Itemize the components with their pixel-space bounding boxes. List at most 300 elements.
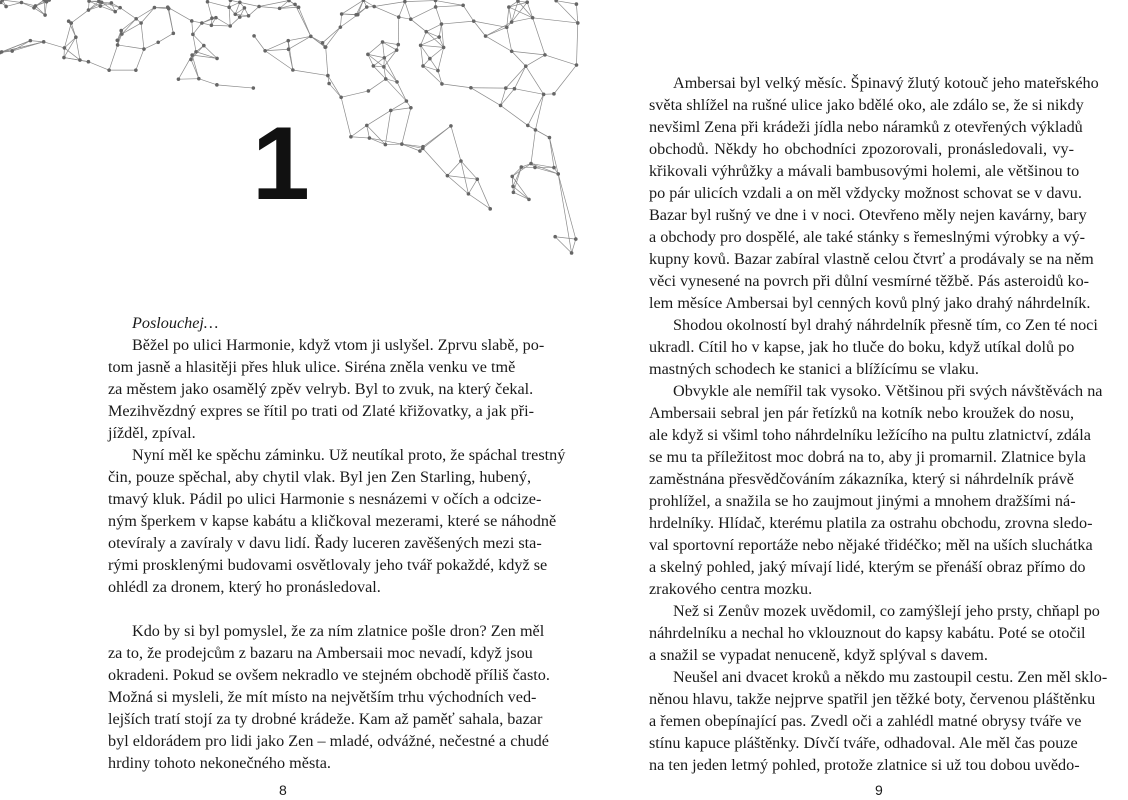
network-edge <box>545 55 577 65</box>
network-node <box>504 86 508 90</box>
network-node <box>156 41 160 45</box>
network-node <box>326 74 330 78</box>
network-node <box>365 124 369 128</box>
network-node <box>247 14 251 18</box>
network-node <box>365 5 369 9</box>
network-node <box>339 25 343 29</box>
network-node <box>574 237 578 241</box>
network-edge <box>438 47 444 70</box>
network-node <box>297 5 301 9</box>
text-line: a skelný pohled, jaký mívají lidé, kterým se přenáší obraz přímo do <box>649 558 1086 576</box>
text-line: Bazar byl rušný ve dne i v noci. Otevřeno měly nejen kavárny, bary <box>649 206 1087 224</box>
network-node <box>228 24 232 28</box>
network-edge <box>351 137 369 138</box>
network-node <box>252 34 256 38</box>
network-edge <box>216 18 230 26</box>
text-line: val sportovní reportáže nebo nějaké třidéčko; měl na uších sluchátka <box>649 536 1093 554</box>
text-line: Možná si mysleli, že mít místo na největším trhu východních ved- <box>108 688 537 706</box>
network-edge <box>385 110 390 144</box>
network-node <box>243 6 247 10</box>
network-edge <box>374 6 399 17</box>
network-node <box>527 198 531 202</box>
network-node <box>505 26 509 30</box>
network-edge <box>374 2 405 7</box>
network-node <box>321 41 325 45</box>
network-node <box>512 191 516 195</box>
text-line: Nyní měl ke spěchu záminku. Už neutíkal proto, že spáchal trestný <box>132 446 566 464</box>
text-line: kupny kovů. Bazar zabíral vlastně celou čtvrť a prodávaly se na něm <box>649 250 1094 268</box>
network-edge <box>391 108 411 111</box>
network-edge <box>526 66 544 94</box>
network-edge <box>34 8 45 15</box>
network-node <box>381 40 385 44</box>
network-node <box>197 77 201 81</box>
network-node <box>472 19 476 23</box>
network-edge <box>436 7 442 24</box>
network-edge <box>328 76 341 98</box>
network-edge <box>447 176 477 180</box>
network-edge <box>118 45 144 49</box>
network-edge <box>249 7 260 16</box>
network-node <box>291 68 295 72</box>
network-edge <box>471 88 501 106</box>
network-node <box>570 251 574 255</box>
network-edge <box>136 49 144 70</box>
network-edge <box>554 65 577 94</box>
text-line: něnou hlavu, takže nejprve spatřil jen těžké boty, červenou pláštěnku <box>649 690 1096 708</box>
network-node <box>116 43 120 47</box>
network-node <box>552 92 556 96</box>
network-edge <box>141 23 144 49</box>
network-edge <box>441 21 473 24</box>
network-node <box>396 43 400 47</box>
network-edge <box>411 19 426 31</box>
network-edge <box>384 50 396 58</box>
network-edge <box>325 27 340 47</box>
network-edge <box>64 23 71 48</box>
network-edge <box>341 97 351 136</box>
page-number-right: 9 <box>875 782 883 798</box>
text-line: ale když si všiml toho náhrdelníku ležícího na pultu zlatnictví, zdála <box>649 426 1091 444</box>
network-node <box>534 128 538 132</box>
network-edge <box>367 110 391 125</box>
network-node <box>177 77 181 81</box>
network-node <box>287 47 291 51</box>
text-line: zaměstnána přesvědčováním zákazníka, který si náhrdelník právě <box>649 470 1074 488</box>
network-node <box>424 30 428 34</box>
network-edge <box>405 1 436 2</box>
network-edge <box>64 58 88 62</box>
network-edge <box>2 0 21 2</box>
text-line: lejších tratí stojí za ty drobné krádeže. Kam až paměť sahala, bazar <box>108 710 543 728</box>
network-edge <box>447 161 461 176</box>
network-node <box>238 15 242 19</box>
network-node <box>384 143 388 147</box>
text-line: ným šperkem v kapse kabátu a kličkoval mezerami, které se náhodně <box>108 512 557 530</box>
network-edge <box>528 125 550 137</box>
text-line: jížděl, zpíval. <box>108 424 196 442</box>
network-node <box>67 19 71 23</box>
text-line: ohlédl za dronem, který ho pronásledoval. <box>108 578 381 596</box>
network-edge <box>576 23 577 65</box>
network-edge <box>512 51 526 66</box>
network-edge <box>402 108 411 144</box>
network-node <box>42 40 46 44</box>
network-node <box>100 1 104 5</box>
network-node <box>190 53 194 57</box>
network-edge <box>373 58 384 66</box>
network-node <box>525 0 529 4</box>
network-node <box>418 149 422 153</box>
network-node <box>389 109 393 113</box>
network-node <box>210 16 214 20</box>
network-edge <box>340 15 357 28</box>
network-node <box>368 136 372 140</box>
network-node <box>395 80 399 84</box>
network-edge <box>71 10 88 23</box>
network-edge <box>121 19 136 31</box>
network-node <box>510 175 514 179</box>
network-node <box>62 56 66 60</box>
network-edge <box>192 55 199 79</box>
network-edge <box>122 19 136 34</box>
network-node <box>286 39 290 43</box>
text-line: lem měsíce Ambersai byl cenných kovů plný jako drahý náhrdelník. <box>649 294 1091 312</box>
text-line: Mezihvězdný expres se řítil po trati od Zlaté křižovatky, a jak při- <box>108 402 534 420</box>
network-node <box>397 15 401 19</box>
network-edge <box>507 27 512 51</box>
network-node <box>529 162 533 166</box>
network-edge <box>192 21 193 34</box>
network-edge <box>199 79 217 85</box>
network-edge <box>12 42 44 51</box>
text-line: náhrdelníku a nechal ho vklouznout do kapsy kabátu. Poté se otočil <box>649 624 1086 642</box>
network-node <box>409 17 413 21</box>
network-node <box>382 65 386 69</box>
network-edge <box>451 126 461 161</box>
text-line: Poslouchej… <box>132 314 219 332</box>
network-edge <box>558 174 571 253</box>
network-edge <box>6 3 21 7</box>
network-node <box>324 45 328 49</box>
text-line: Neušel ani dvacet kroků a někdo mu zastoupil cestu. Zen měl sklo- <box>673 668 1108 686</box>
network-edge <box>474 21 507 27</box>
network-node <box>400 142 404 146</box>
text-line: hrdiny tohoto nekonečného města. <box>108 754 331 772</box>
network-edge <box>369 138 385 145</box>
network-edge <box>208 2 212 18</box>
network-node <box>428 57 432 61</box>
text-line: Než si Zenův mozek uvědomil, co zamýšlejí jeho prsty, chňapl po <box>673 602 1100 620</box>
network-node <box>553 235 557 239</box>
text-line: křikovali výhrůžky a mávali bambusovými holemi, ale většinou to <box>649 162 1080 180</box>
network-edge <box>439 24 441 37</box>
network-node <box>542 93 546 97</box>
network-edge <box>421 45 444 47</box>
network-node <box>215 83 219 87</box>
network-node <box>202 44 206 48</box>
network-node <box>372 64 376 68</box>
network-edge <box>576 4 577 23</box>
network-edge <box>391 101 407 110</box>
network-edge <box>501 89 515 106</box>
network-node <box>467 192 471 196</box>
network-node <box>510 49 514 53</box>
network-node <box>488 207 492 211</box>
network-edge <box>399 17 411 19</box>
network-node <box>440 82 444 86</box>
network-edge <box>533 18 545 55</box>
network-edge <box>141 8 154 23</box>
network-node <box>520 165 524 169</box>
network-node <box>434 5 438 9</box>
network-edge <box>44 42 65 48</box>
network-edge <box>265 51 293 70</box>
text-line: Kdo by si byl pomyslel, že za ním zlatnice pošle dron? Zen měl <box>132 622 545 640</box>
text-line: byl eldorádem pro lidi jako Zen – mladé, odvážné, nečestné a chudé <box>108 732 549 750</box>
text-line: otevíraly a zavíraly v davu lidí. Řady luceren zavěšených mezi sta- <box>108 534 542 552</box>
text-line: tmavý kluk. Pádil po ulici Harmonie s nesnázemi v očích a odcize- <box>108 490 542 508</box>
text-line: věci vynesené na povrch při důlní vesmírné těžbě. Pás asteroidů ko- <box>649 272 1090 290</box>
network-node <box>384 77 388 81</box>
network-node <box>210 23 214 27</box>
network-node <box>167 7 171 11</box>
text-line: hrdelníky. Hlídač, kterému platila za ostrahu obchodu, zrovna sledo- <box>649 514 1093 532</box>
network-edge <box>120 8 136 19</box>
network-node <box>34 4 38 8</box>
network-edge <box>398 17 399 45</box>
network-edge <box>509 7 533 18</box>
text-line: rými prosklenými budovami osvětlovaly jeho tvář pokaždé, když se <box>108 556 548 574</box>
network-node <box>215 57 219 61</box>
network-edge <box>254 36 265 51</box>
network-edge <box>385 144 401 145</box>
text-line: zrakového centra mozku. <box>649 580 813 598</box>
network-node <box>4 5 8 9</box>
network-node <box>349 135 353 139</box>
network-node <box>421 147 425 151</box>
network-edge <box>426 32 443 48</box>
network-edge <box>178 79 198 80</box>
text-line: Obvykle ale nemířil tak vysoko. Většinou při svých návštěvách na <box>673 382 1103 400</box>
text-line: Ambersaii sebral jen pár řetízků na kotník nebo kroužek do nosu, <box>649 404 1074 422</box>
network-edge <box>405 2 411 20</box>
network-node <box>405 99 409 103</box>
network-edge <box>168 7 192 21</box>
network-edge <box>399 2 405 17</box>
network-edge <box>447 176 468 194</box>
text-line: na ten jeden letmý pohled, protože zlatnice si už tou dobou uvědo- <box>649 756 1080 774</box>
network-node <box>513 87 517 91</box>
network-edge <box>295 4 311 36</box>
network-node <box>110 1 114 5</box>
network-edge <box>368 42 383 54</box>
network-node <box>115 38 119 42</box>
network-node <box>29 39 33 43</box>
network-node <box>263 49 267 53</box>
text-line: čin, pouze spěchal, aby chytil vlak. Byl jen Zen Starling, hubený, <box>108 468 532 486</box>
text-line: stínu kapuce pláštěnky. Dívčí tváře, odhadoval. Ale měl čas pouze <box>649 734 1078 752</box>
network-edge <box>341 91 368 97</box>
network-edge <box>423 148 448 175</box>
network-node <box>10 49 14 53</box>
text-line: světa shlížel na rušné ulice jako bdělé oko, ale zdálo se, že si nikdy <box>649 96 1084 114</box>
network-edge <box>229 7 230 26</box>
network-edge <box>501 88 506 105</box>
network-node <box>403 0 407 3</box>
network-node <box>87 8 91 12</box>
network-edge <box>531 130 535 164</box>
network-node <box>531 16 535 20</box>
text-line: Shodou okolností byl drahý náhrdelník přesně tím, co Zen té noci <box>673 316 1098 334</box>
network-edge <box>514 89 543 95</box>
network-edge <box>109 45 117 70</box>
network-edge <box>506 66 526 88</box>
network-node <box>172 32 176 36</box>
network-node <box>366 53 370 57</box>
network-edge <box>442 84 471 88</box>
network-edge <box>397 82 406 101</box>
network-node <box>372 5 376 9</box>
network-node <box>575 2 579 6</box>
network-node <box>339 96 343 100</box>
network-node <box>206 0 210 4</box>
network-node <box>107 68 111 72</box>
text-line: ukradl. Cítil ho v kapse, jak ho tluče do boku, když utíkal dolů po <box>649 338 1075 356</box>
network-node <box>214 16 218 20</box>
network-edge <box>423 126 451 149</box>
text-line: prohlížel, a snažila se ho zaujmout jinými a mnohem dražšími ná- <box>649 492 1076 510</box>
network-node <box>367 89 371 93</box>
network-node <box>524 64 528 68</box>
network-edge <box>208 2 230 8</box>
network-node <box>229 0 233 2</box>
chapter-number: 1 <box>252 106 310 222</box>
network-node <box>257 5 261 9</box>
network-node <box>0 50 4 54</box>
network-edge <box>293 70 328 76</box>
network-node <box>575 63 579 67</box>
network-node <box>552 166 556 170</box>
network-edge <box>288 41 293 70</box>
network-node <box>20 1 24 5</box>
network-node <box>499 104 503 108</box>
network-node <box>395 48 399 52</box>
network-node <box>449 124 453 128</box>
network-edge <box>486 36 512 51</box>
text-line: po pár ulicích vzdali a on měl vždycky možnost schovat se v davu. <box>649 184 1082 202</box>
network-edge <box>474 21 486 36</box>
network-node <box>419 43 423 47</box>
network-edge <box>528 94 544 125</box>
network-node <box>484 34 488 38</box>
network-edge <box>555 237 576 239</box>
network-node <box>475 177 479 181</box>
network-node <box>153 6 157 10</box>
network-node <box>362 0 366 2</box>
network-edge <box>501 105 528 125</box>
network-node <box>327 82 331 86</box>
network-node <box>252 86 256 90</box>
network-node <box>190 19 194 23</box>
network-edge <box>326 47 328 76</box>
network-edge <box>323 27 341 43</box>
network-node <box>510 20 514 24</box>
network-edge <box>340 14 341 27</box>
network-node <box>78 58 82 62</box>
text-line: tom jasně a hlasitěji přes hluk ulice. Siréna zněla venku ve tmě <box>108 358 516 376</box>
network-edge <box>259 1 289 7</box>
text-line: okradeni. Pokud se ovšem nekradlo ve stejném obchodě příliš často. <box>108 666 550 684</box>
text-line: Ambersai byl velký měsíc. Špinavý žlutý kotouč jeho mateřského <box>673 74 1099 92</box>
network-node <box>383 56 387 60</box>
network-node <box>134 68 138 72</box>
text-line: se mu ta příležitost moc dobrá na to, aby ji promarnil. Zlatnice byla <box>649 448 1086 466</box>
left-page-text <box>108 312 566 774</box>
network-edge <box>463 5 474 21</box>
network-node <box>227 5 231 9</box>
network-edge <box>158 33 173 42</box>
text-line: nevšiml Zena při krádeži jídla nebo náramků z otevřených výkladů <box>649 118 1083 136</box>
network-node <box>113 10 117 14</box>
network-edge <box>535 94 543 130</box>
network-node <box>548 136 552 140</box>
network-node <box>139 21 143 25</box>
network-edge <box>144 42 158 49</box>
network-edge <box>436 5 463 7</box>
network-edge <box>169 9 174 34</box>
network-edge <box>136 8 154 19</box>
network-edge <box>572 239 576 253</box>
network-edge <box>426 32 439 37</box>
network-node <box>74 35 78 39</box>
text-line: a obchody pro dospělé, ale také stánky s řemeslnými výrobky a vý- <box>649 228 1086 246</box>
network-edge <box>30 41 43 42</box>
network-node <box>200 21 204 25</box>
right-page-text <box>649 72 1108 776</box>
network-node <box>233 12 237 16</box>
network-edge <box>533 18 578 23</box>
network-edge <box>88 62 109 70</box>
network-edge <box>76 37 80 60</box>
network-edge <box>512 176 513 192</box>
network-node <box>87 0 91 3</box>
network-node <box>87 60 91 64</box>
network-node <box>309 35 313 39</box>
network-edge <box>351 125 367 136</box>
network-node <box>340 12 344 16</box>
network-node <box>99 4 103 8</box>
page-number-left: 8 <box>279 782 287 798</box>
network-node <box>409 106 413 110</box>
network-node <box>576 21 580 25</box>
network-node <box>434 0 438 2</box>
network-edge <box>230 17 240 26</box>
network-node <box>543 53 547 57</box>
network-node <box>118 6 122 10</box>
network-node <box>526 124 530 128</box>
text-line: a řemen obepínající pas. Zvedl oči a zahlédl matné obrysy tváře ve <box>649 712 1082 730</box>
network-edge <box>411 7 436 19</box>
network-edge <box>526 55 545 66</box>
network-edge <box>426 24 441 32</box>
network-edge <box>514 66 525 89</box>
text-line: za to, že prodejcům z bazaru na Ambersaii moc nevadí, když jsou <box>108 644 533 662</box>
network-node <box>43 13 47 17</box>
network-edge <box>436 1 464 6</box>
network-node <box>142 47 146 51</box>
network-edge <box>368 79 385 91</box>
